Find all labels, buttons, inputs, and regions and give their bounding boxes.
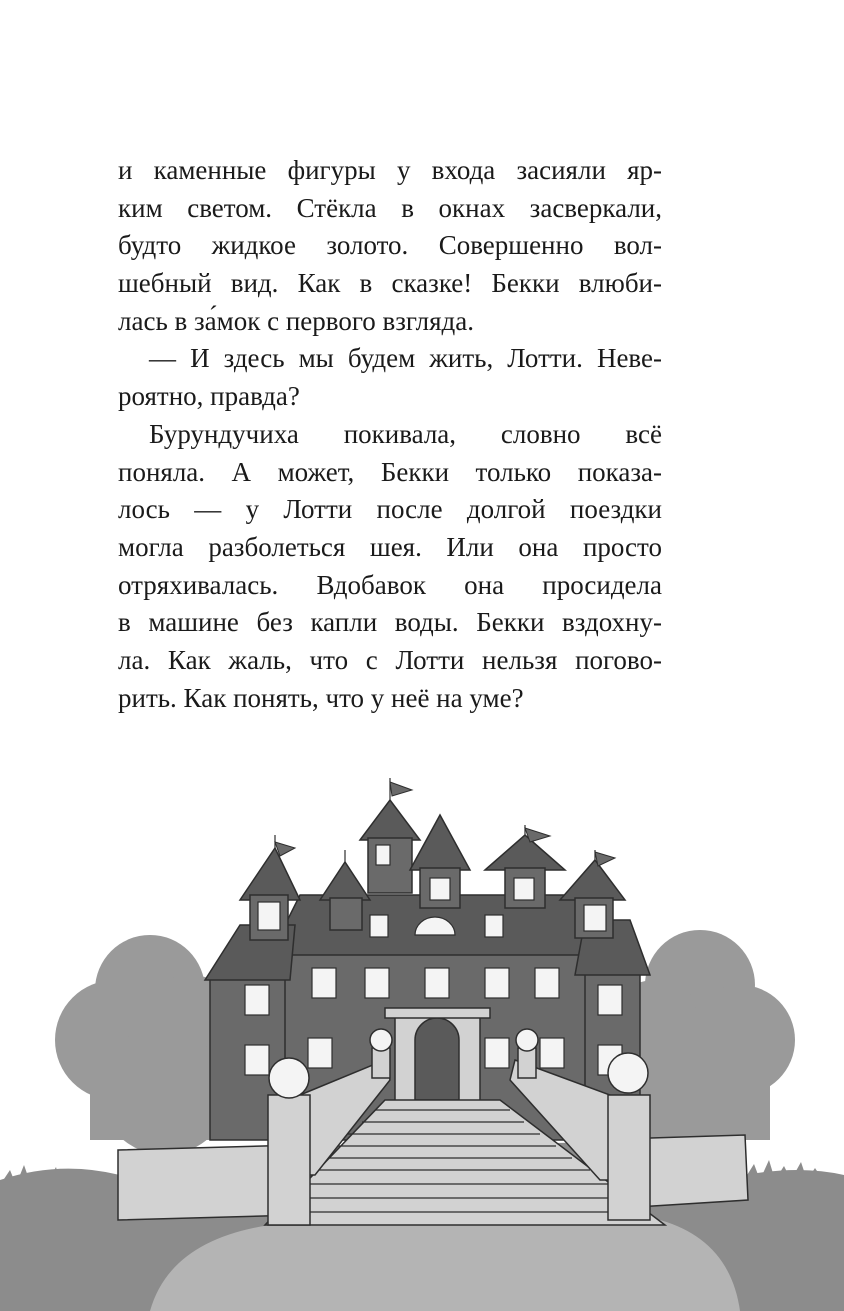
text-line: Бурундучиха покивала, словно всё (149, 418, 662, 449)
text-line: в машине без капли воды. Бекки вздохну- (118, 607, 662, 638)
text-line: ким светом. Стёкла в окнах засверкали, (118, 192, 662, 223)
paragraph-3 (118, 416, 662, 718)
paragraph-1 (118, 152, 662, 340)
text-line: — И здесь мы будем жить, Лотти. Неве- (149, 343, 662, 374)
body-text (118, 152, 662, 717)
paragraph-2 (118, 340, 662, 415)
text-line: и каменные фигуры у входа засияли яр- (118, 155, 662, 185)
castle-illustration (0, 770, 844, 1311)
text-line: будто жидкое золото. Совершенно вол- (118, 230, 662, 261)
text-line: рить. Как понять, что у неё на уме? (118, 682, 524, 713)
text-line: лась в за́мок с первого взгляда. (118, 305, 474, 336)
text-line: могла разболеться шея. Или она просто (118, 531, 662, 562)
text-line: ла. Как жаль, что с Лотти нельзя погово- (118, 644, 662, 675)
text-line: поняла. А может, Бекки только показа- (118, 456, 662, 487)
text-line: роятно, правда? (118, 381, 300, 412)
text-line: лось — у Лотти после долгой поездки (118, 494, 662, 525)
text-line: шебный вид. Как в сказке! Бекки влюби- (118, 268, 662, 299)
text-line: отряхивалась. Вдобавок она просидела (118, 569, 662, 600)
